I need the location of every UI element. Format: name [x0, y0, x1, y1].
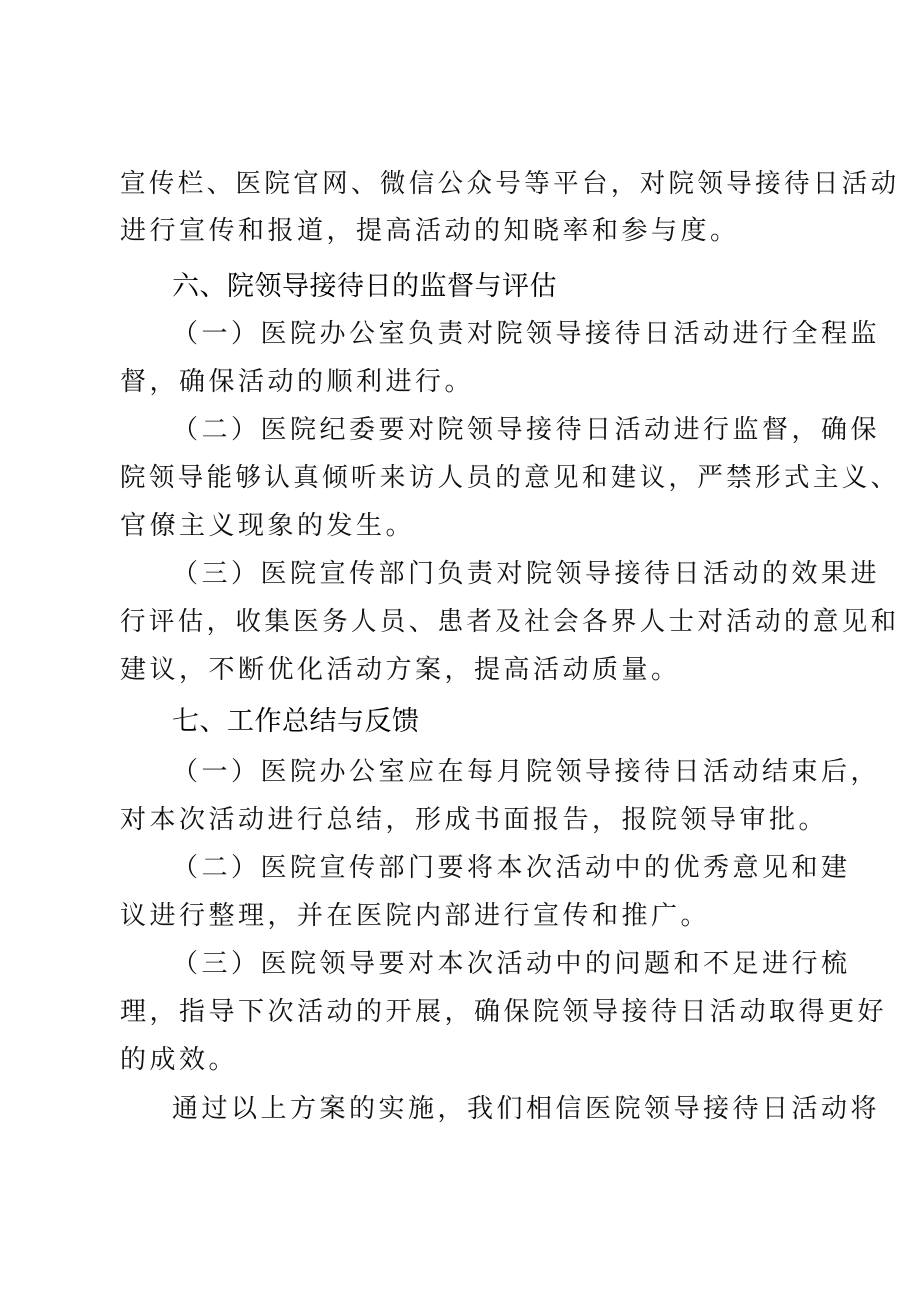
body-line: 官僚主义现象的发生。	[120, 511, 416, 541]
body-line: （三）医院宣传部门负责对院领导接待日活动的效果进	[172, 559, 881, 589]
body-line: 督，确保活动的顺利进行。	[120, 367, 475, 397]
body-line: （二）医院宣传部门要将本次活动中的优秀意见和建	[172, 853, 851, 883]
body-line: 的成效。	[120, 1045, 239, 1075]
body-line: （一）医院办公室应在每月院领导接待日活动结束后，	[172, 757, 881, 787]
body-line: （一）医院办公室负责对院领导接待日活动进行全程监	[172, 319, 881, 349]
body-line: 建议，不断优化活动方案，提高活动质量。	[120, 655, 681, 685]
body-line: 宣传栏、医院官网、微信公众号等平台，对院领导接待日活动	[120, 169, 900, 199]
body-line: 理，指导下次活动的开展，确保院领导接待日活动取得更好	[120, 997, 888, 1027]
body-line: 对本次活动进行总结，形成书面报告，报院领导审批。	[120, 805, 829, 835]
closing-line: 通过以上方案的实施，我们相信医院领导接待日活动将	[172, 1094, 881, 1124]
body-line: （三）医院领导要对本次活动中的问题和不足进行梳	[172, 949, 851, 979]
body-line: （二）医院纪委要对院领导接待日活动进行监督，确保	[172, 415, 881, 445]
body-line: 进行宣传和报道，提高活动的知晓率和参与度。	[120, 216, 740, 246]
body-line: 议进行整理，并在医院内部进行宣传和推广。	[120, 901, 711, 931]
body-line: 行评估，收集医务人员、患者及社会各界人士对活动的意见和	[120, 607, 900, 637]
section-7-heading: 七、工作总结与反馈	[172, 706, 420, 737]
section-6-heading: 六、院领导接待日的监督与评估	[172, 271, 557, 302]
body-line: 院领导能够认真倾听来访人员的意见和建议，严禁形式主义、	[120, 463, 900, 493]
